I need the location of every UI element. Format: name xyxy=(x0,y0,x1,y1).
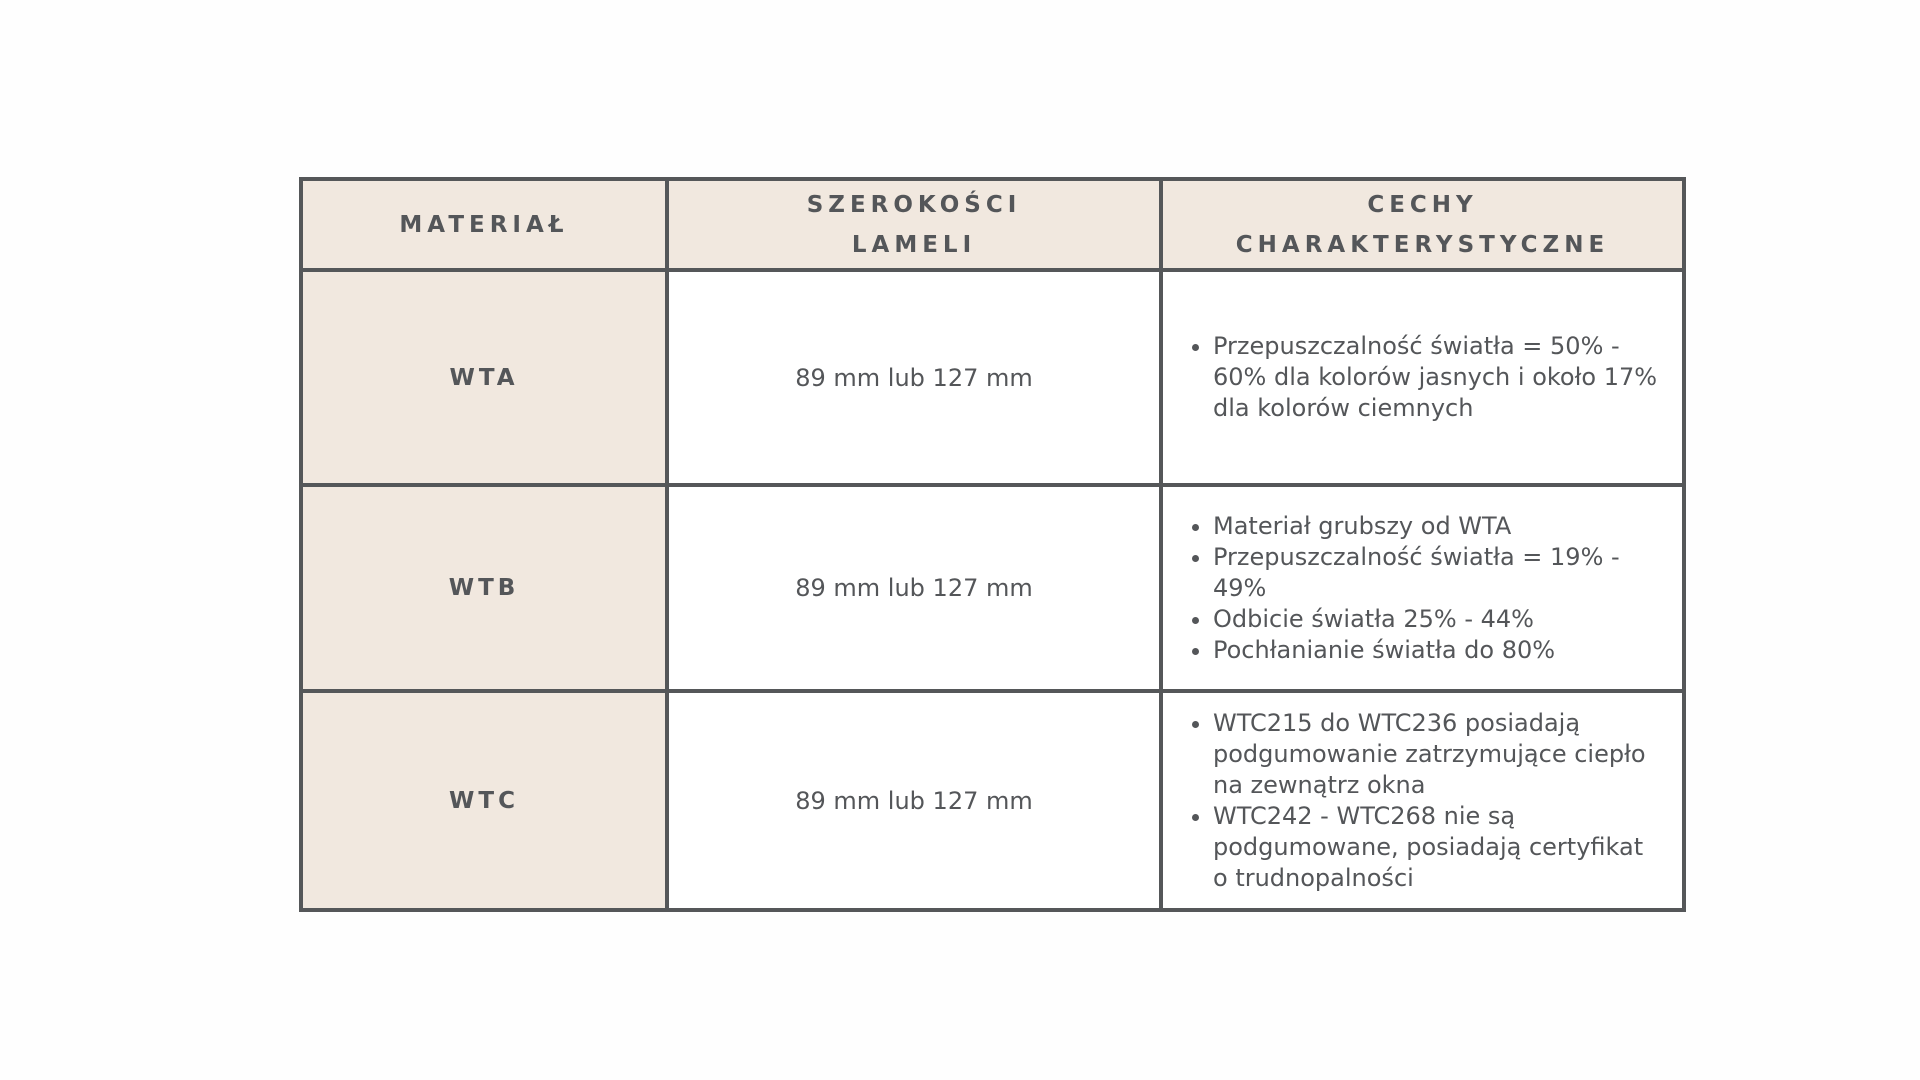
header-width xyxy=(667,179,1161,270)
feature-item: • Odbicie światła 25% - 44% xyxy=(1213,604,1662,635)
width-cell: 89 mm lub 127 mm xyxy=(667,485,1161,691)
feature-item: • Pochłanianie światła do 80% xyxy=(1213,635,1662,666)
header-features-line1: CECHY xyxy=(1367,191,1478,218)
feature-item: • Materiał grubszy od WTA xyxy=(1213,511,1662,542)
features-list xyxy=(1163,511,1682,666)
width-cell: 89 mm lub 127 mm xyxy=(667,270,1161,485)
table-row xyxy=(301,270,1684,485)
table-row xyxy=(301,485,1684,691)
material-cell: WTA xyxy=(301,270,667,485)
features-cell xyxy=(1161,270,1684,485)
material-cell: WTB xyxy=(301,485,667,691)
header-width-line1: SZEROKOŚCI xyxy=(806,191,1022,218)
feature-item: • Przepuszczalność światła = 19% - 49% xyxy=(1213,542,1662,604)
table-header-row xyxy=(301,179,1684,270)
feature-item: • WTC215 do WTC236 posiadają podgumowanie zatrzymujące ciepło na zewnątrz okna xyxy=(1213,708,1662,801)
header-features-line2: CHARAKTERYSTYCZNE xyxy=(1235,231,1610,258)
spec-table-container xyxy=(299,177,1682,908)
header-width-line2: LAMELI xyxy=(851,231,977,258)
table-row xyxy=(301,691,1684,910)
features-list xyxy=(1163,331,1682,424)
feature-item: • WTC242 - WTC268 nie są podgumowane, posiadają certyfikat o trudnopalności xyxy=(1213,801,1662,894)
material-cell: WTC xyxy=(301,691,667,910)
features-list xyxy=(1163,708,1682,894)
width-cell: 89 mm lub 127 mm xyxy=(667,691,1161,910)
header-material-label: MATERIAŁ xyxy=(399,211,569,238)
spec-table xyxy=(299,177,1686,912)
features-cell xyxy=(1161,485,1684,691)
features-cell xyxy=(1161,691,1684,910)
header-material xyxy=(301,179,667,270)
header-features xyxy=(1161,179,1684,270)
feature-item: • Przepuszczalność światła = 50% - 60% dla kolorów jasnych i około 17% dla kolorów ciemnych xyxy=(1213,331,1662,424)
